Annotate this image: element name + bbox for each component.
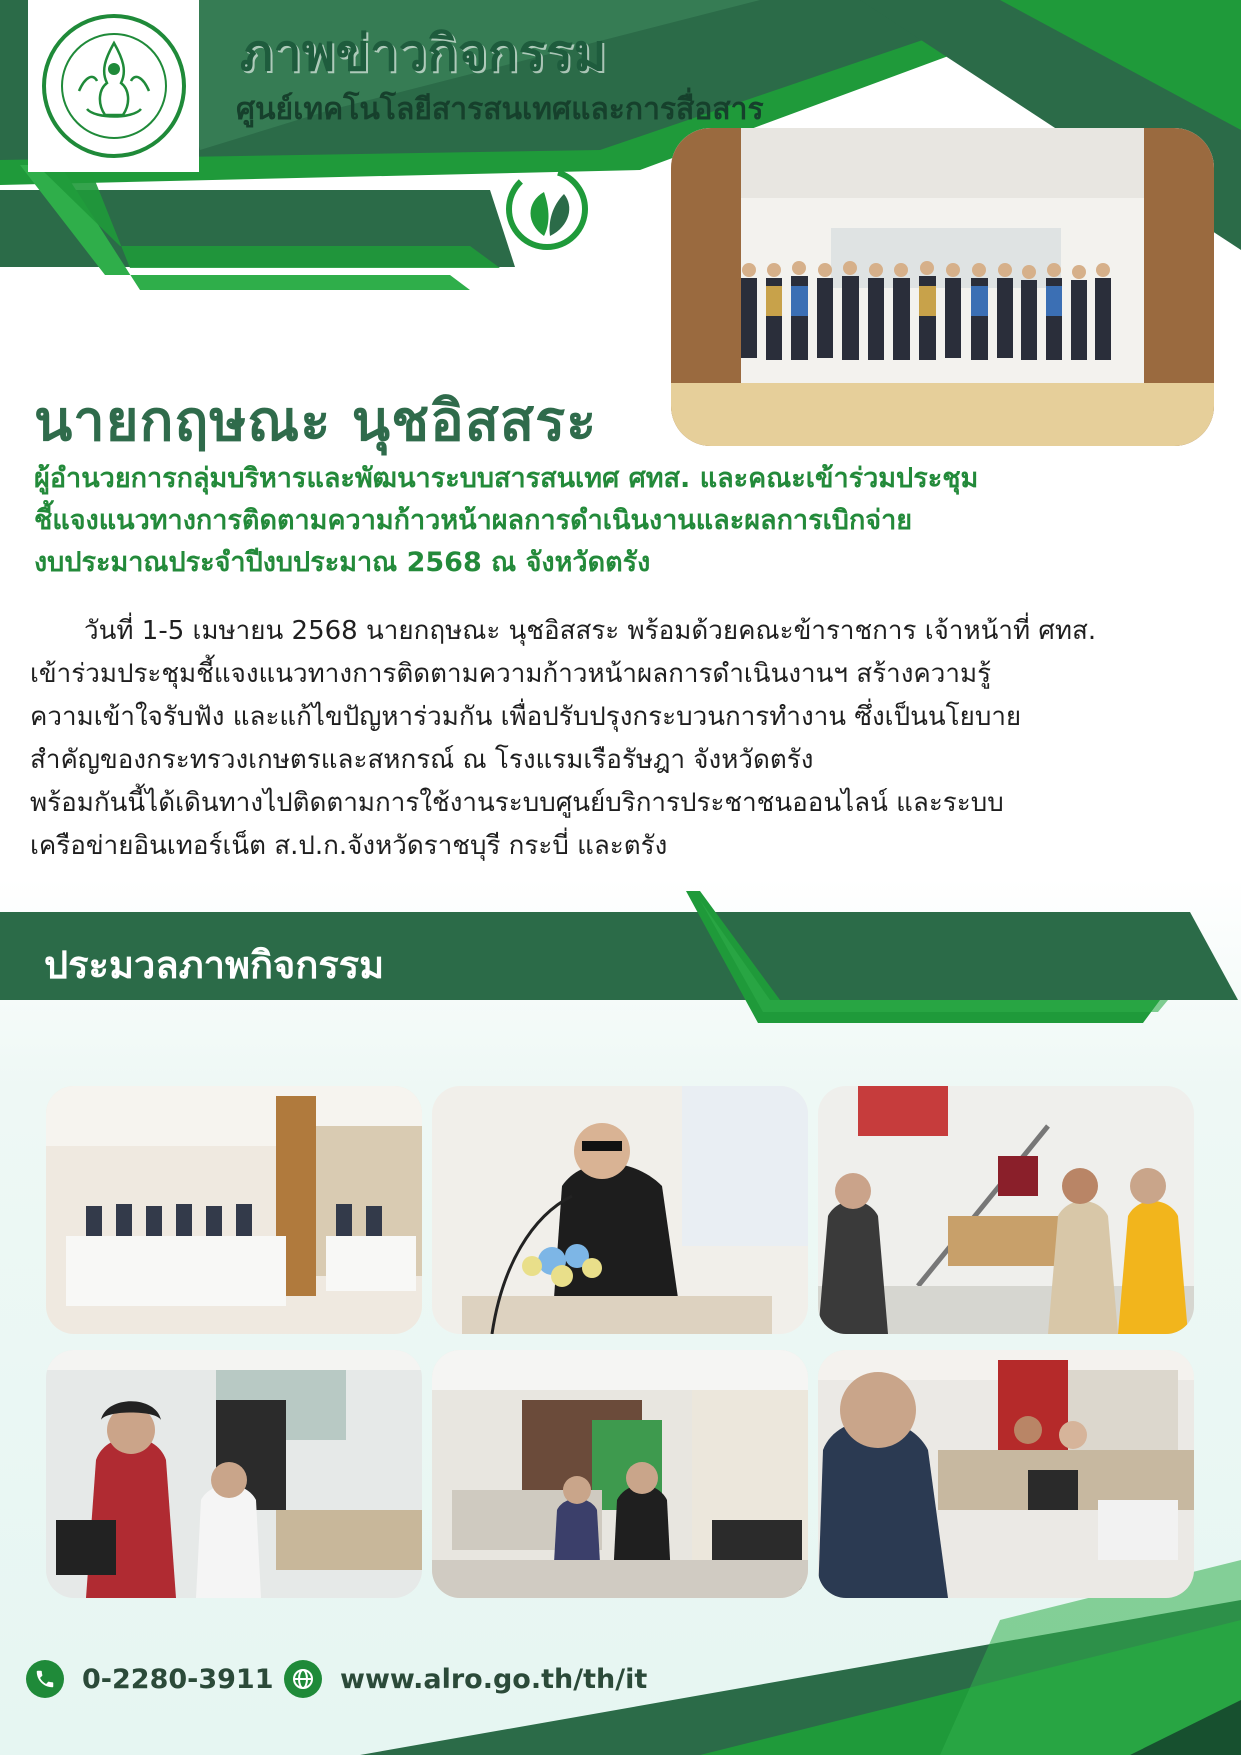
main-event-photo — [671, 128, 1214, 446]
body-line: เครือข่ายอินเทอร์เน็ต ส.ป.ก.จังหวัดราชบุรี กระบี่ และตรัง — [30, 831, 668, 861]
website-url[interactable]: www.alro.go.th/th/it — [340, 1663, 648, 1695]
gallery-photo-office-visit — [818, 1086, 1194, 1334]
headline-line: ผู้อำนวยการกลุ่มบริหารและพัฒนาระบบสารสนเทศ ศทส. และคณะเข้าร่วมประชุม — [34, 463, 979, 494]
gallery-photo-service-desk — [818, 1350, 1194, 1598]
phone-contact[interactable] — [26, 1660, 274, 1698]
header-title: ภาพข่าวกิจกรรม — [240, 24, 607, 82]
website-contact[interactable] — [284, 1660, 647, 1698]
header-subtitle: ศูนย์เทคโนโลยีสารสนเทศและการสื่อสาร — [236, 92, 764, 127]
article-body — [30, 610, 1225, 868]
body-line: เข้าร่วมประชุมชี้แจงแนวทางการติดตามความก้าวหน้าผลการดำเนินงานฯ สร้างความรู้ — [30, 659, 992, 689]
headline — [34, 458, 1214, 584]
person-name: นายกฤษณะ นุชอิสสระ — [34, 389, 598, 454]
body-line: สำคัญของกระทรวงเกษตรและสหกรณ์ ณ โรงแรมเรือรัษฎา จังหวัดตรัง — [30, 745, 814, 775]
gallery-photo-office-hall — [432, 1350, 808, 1598]
phone-icon — [26, 1660, 64, 1698]
emblem-logo — [39, 11, 189, 161]
gallery-photo-meeting-room — [46, 1086, 422, 1334]
leaf-icon — [504, 166, 590, 252]
gallery-photo-workstation — [46, 1350, 422, 1598]
body-line: พร้อมกันนี้ได้เดินทางไปติดตามการใช้งานระบบศูนย์บริการประชาชนออนไลน์ และระบบ — [30, 788, 1004, 818]
phone-number: 0-2280-3911 — [82, 1663, 274, 1695]
gallery-photo-speaker — [432, 1086, 808, 1334]
body-line: วันที่ 1-5 เมษายน 2568 นายกฤษณะ นุชอิสสระ พร้อมด้วยคณะข้าราชการ เจ้าหน้าที่ ศทส. — [84, 616, 1097, 646]
globe-icon — [284, 1660, 322, 1698]
headline-line: ชี้แจงแนวทางการติดตามความก้าวหน้าผลการดำเนินงานและผลการเบิกจ่าย — [34, 505, 913, 536]
body-line: ความเข้าใจรับฟัง และแก้ไขปัญหาร่วมกัน เพื่อปรับปรุงกระบวนการทำงาน ซึ่งเป็นนโยบาย — [30, 702, 1022, 732]
headline-line: งบประมาณประจำปีงบประมาณ 2568 ณ จังหวัดตรัง — [34, 547, 651, 578]
organization-logo — [28, 0, 199, 172]
gallery-title: ประมวลภาพกิจกรรม — [44, 943, 385, 987]
